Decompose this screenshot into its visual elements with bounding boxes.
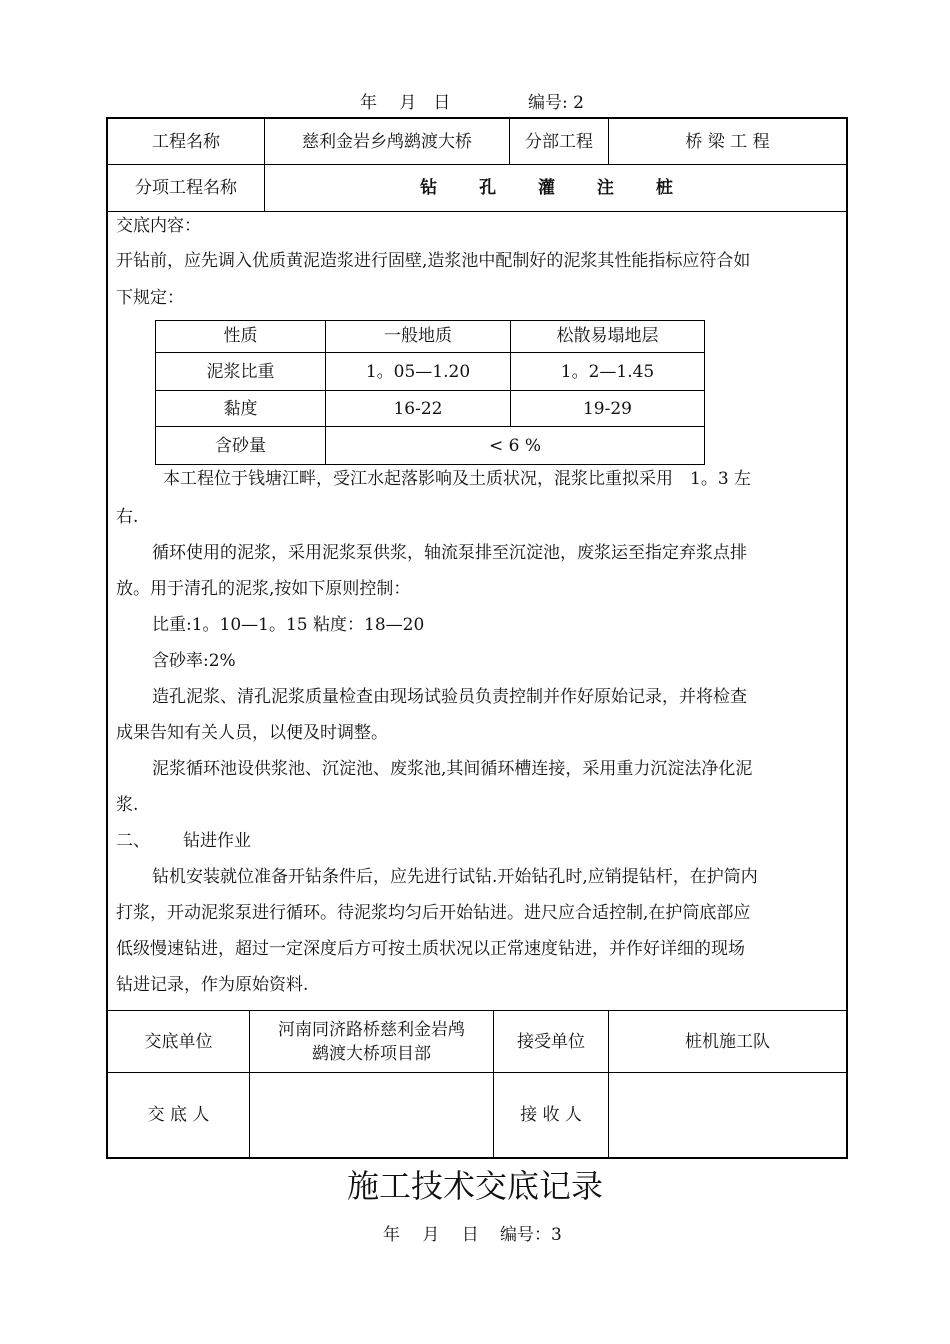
division-label: 分部工程 (525, 131, 593, 152)
mud-table-cell: < 6 % (488, 435, 542, 456)
section-number: 二、 (116, 831, 150, 851)
mud-table-border (704, 320, 705, 464)
project-name-label: 工程名称 (152, 131, 220, 152)
next-page-title: 施工技术交底记录 (346, 1167, 603, 1205)
mud-table-cell: 16-22 (393, 398, 443, 419)
paragraph-line: 本工程位于钱塘江畔，受江水起落影响及土质状况，混浆比重拟采用 1。3 左 (163, 469, 752, 489)
mud-table-cell: 1。05—1.20 (365, 361, 471, 382)
paragraph-line: 右. (116, 507, 139, 527)
mud-table-cell: 19-29 (582, 398, 632, 419)
subitem-label: 分项工程名称 (135, 178, 237, 198)
mud-table-cell: 含砂量 (215, 435, 266, 456)
frame-left (106, 117, 108, 1159)
receiver-label: 接 收 人 (520, 1105, 582, 1125)
receiver-unit-label: 接受单位 (517, 1031, 585, 1052)
paragraph-line: 泥浆循环池设供浆池、沉淀池、废浆池,其间循环槽连接，采用重力沉淀法净化泥 (152, 759, 753, 779)
paragraph-line: 打浆，开动泥浆泵进行循环。待泥浆均匀后开始钻进。进尺应合适控制,在护筒底部应 (116, 903, 751, 923)
issuer-label: 交 底 人 (147, 1105, 210, 1125)
issuer-unit-line: 鹚渡大桥项目部 (312, 1043, 431, 1064)
section-title: 钻进作业 (183, 831, 251, 851)
mud-table-header: 性质 (223, 326, 258, 346)
content-heading: 交底内容： (116, 216, 201, 236)
division-value: 桥 梁 工 程 (685, 131, 770, 152)
content-line: 开钻前，应先调入优质黄泥造浆进行固壁,造浆池中配制好的泥浆其性能指标应符合如 (116, 251, 751, 271)
content-line: 下规定： (116, 288, 184, 308)
issuer-unit-label: 交底单位 (144, 1031, 213, 1052)
mud-table-header: 松散易塌地层 (556, 326, 659, 346)
record-number: 编号: 2 (528, 93, 584, 113)
frame-right (846, 117, 848, 1159)
receiver-unit: 桩机施工队 (685, 1031, 770, 1052)
row-divider (106, 211, 848, 212)
paragraph-line: 钻机安装就位准备开钻条件后，应先进行试钻.开始钻孔时,应销提钻杆，在护筒内 (152, 867, 758, 887)
paragraph-line: 比重:1。10—1。15 粘度：18—20 (152, 615, 425, 635)
next-record-number: 编号：3 (500, 1225, 562, 1245)
subitem-value: 钻 孔 灌 注 桩 (420, 178, 691, 198)
mud-table-border (155, 464, 705, 465)
mud-table-cell: 泥浆比重 (206, 361, 275, 382)
mud-table-cell: 黏度 (223, 398, 258, 419)
project-name: 慈利金岩乡鸬鹚渡大桥 (302, 131, 472, 152)
issuer-unit (250, 1011, 493, 1072)
paragraph-line: 浆. (116, 795, 139, 815)
date-label: 年 月 日 (360, 93, 451, 113)
receiver-signature-field[interactable] (609, 1073, 846, 1157)
paragraph-line: 循环使用的泥浆，采用泥浆泵供浆，轴流泵排至沉淀池，废浆运至指定弃浆点排 (152, 543, 747, 563)
paragraph-line: 放。用于清孔的泥浆,按如下原则控制： (116, 579, 411, 599)
next-date-label: 年 月 日 (383, 1225, 479, 1245)
paragraph-line: 含砂率:2% (152, 651, 236, 671)
paragraph-line: 低级慢速钻进，超过一定深度后方可按土质状况以正常速度钻进，并作好详细的现场 (116, 939, 745, 959)
issuer-signature-field[interactable] (250, 1073, 493, 1157)
mud-table-header: 一般地质 (384, 326, 452, 346)
issuer-unit-line: 河南同济路桥慈利金岩鸬 (278, 1019, 465, 1040)
frame-bottom (106, 1157, 848, 1159)
paragraph-line: 造孔泥浆、清孔泥浆质量检查由现场试验员负责控制并作好原始记录，并将检查 (152, 687, 747, 707)
paragraph-line: 钻进记录，作为原始资料. (116, 975, 309, 995)
paragraph-line: 成果告知有关人员，以便及时调整。 (116, 723, 388, 743)
mud-table-cell: 1。2—1.45 (560, 361, 655, 382)
